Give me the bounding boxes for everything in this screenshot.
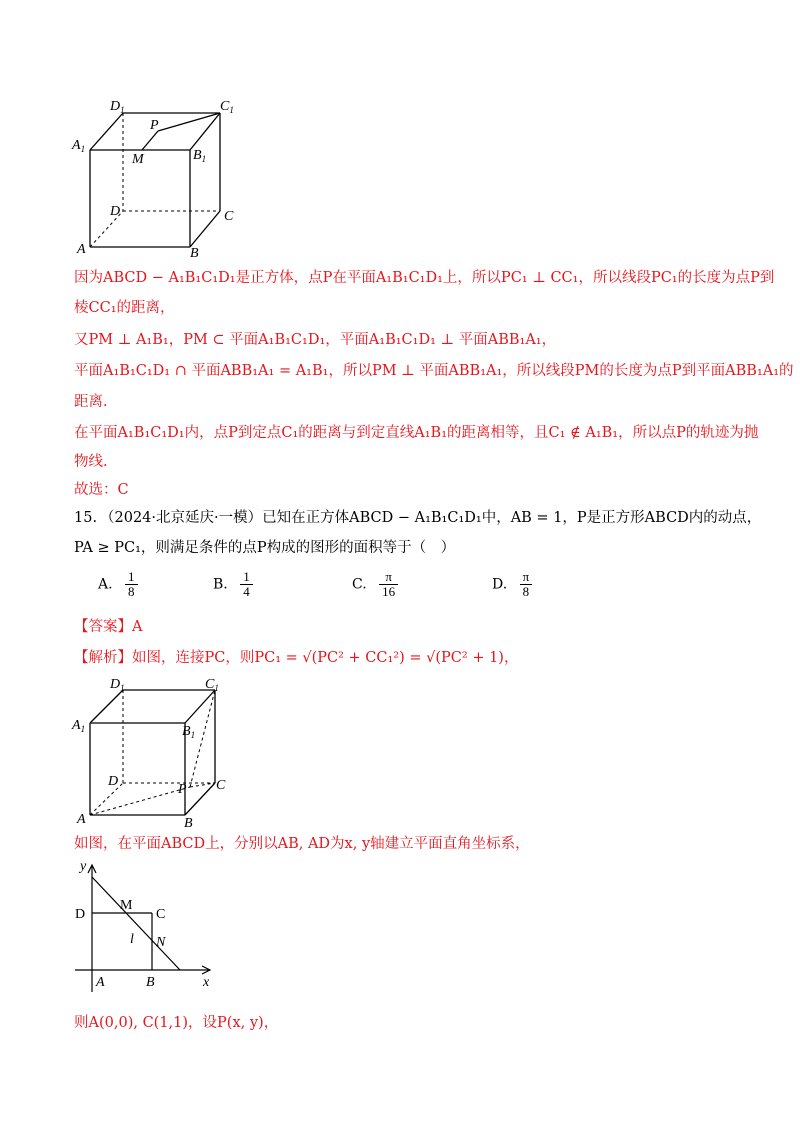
option-c-fraction: $\frac{\pi}{16}$ xyxy=(379,570,398,599)
solution14-line7: 物线. xyxy=(74,454,108,470)
label-p: P xyxy=(150,118,159,133)
label-d: D xyxy=(110,204,121,219)
solution14-line2: 棱CC₁的距离， xyxy=(74,300,175,316)
option-a[interactable] xyxy=(98,570,138,599)
option-d[interactable] xyxy=(492,570,532,599)
label-a1: $A_1$ xyxy=(72,138,86,154)
solution14-line3: 又PM ⊥ A₁B₁，PM ⊂ 平面A₁B₁C₁D₁，平面A₁B₁C₁D₁ ⊥ 平面ABB₁A₁， xyxy=(74,332,557,348)
label-p: P xyxy=(178,782,187,797)
label-y: y xyxy=(80,859,87,874)
solution14-line5: 距离. xyxy=(74,394,108,410)
option-a-fraction: $\frac{1}{8}$ xyxy=(125,570,138,599)
question15-line1: （2024·北京延庆·一模）已知在正方体ABCD − A₁B₁C₁D₁中，AB = 1，P是正方形ABCD内的动点， xyxy=(100,510,762,526)
option-d-fraction: $\frac{\pi}{8}$ xyxy=(520,570,533,599)
label-m: M xyxy=(132,152,144,167)
label-c: C xyxy=(216,778,226,793)
label-b: B xyxy=(146,975,155,990)
label-d1: $D_1$ xyxy=(110,99,125,115)
label-c1: $C_1$ xyxy=(220,99,234,115)
label-c1: $C_1$ xyxy=(205,677,219,693)
question15-number: 15. xyxy=(74,510,98,526)
coordinate-figure xyxy=(70,857,220,1002)
cube-figure-2 xyxy=(70,675,240,830)
label-x: x xyxy=(203,975,210,990)
option-c[interactable] xyxy=(352,570,398,599)
option-b-fraction: $\frac{1}{4}$ xyxy=(240,570,253,599)
label-a: A xyxy=(96,975,105,990)
label-b: B xyxy=(190,246,199,260)
label-l: l xyxy=(130,932,134,947)
final-line: 则A(0,0), C(1,1)，设P(x, y)， xyxy=(74,1015,279,1031)
analysis15-text: 如图，连接PC，则PC₁ = √(PC² + CC₁²) = √(PC² + 1)， xyxy=(132,650,519,666)
label-d1: $D_1$ xyxy=(110,677,125,693)
analysis15-tag: 【解析】 xyxy=(74,650,132,666)
label-b: B xyxy=(184,816,193,830)
question15-line2: PA ≥ PC₁，则满足条件的点P构成的图形的面积等于（ ） xyxy=(74,540,456,556)
label-a: A xyxy=(77,812,86,827)
solution14-answer: 故选：C xyxy=(74,482,129,498)
label-b1: $B_1$ xyxy=(193,148,207,164)
label-c: C xyxy=(224,209,234,224)
label-c: C xyxy=(156,907,166,922)
solution14-line6: 在平面A₁B₁C₁D₁内，点P到定点C₁的距离与到定直线A₁B₁的距离相等，且C₁ ∉ A₁B₁，所以点P的轨迹为抛 xyxy=(74,425,759,441)
label-n: N xyxy=(156,935,166,950)
label-d: D xyxy=(108,774,119,789)
coordinate-text: 如图，在平面ABCD上，分别以AB, AD为x, y轴建立平面直角坐标系， xyxy=(74,836,530,852)
answer15 xyxy=(74,616,142,638)
label-m: M xyxy=(120,898,133,913)
solution14-line4: 平面A₁B₁C₁D₁ ∩ 平面ABB₁A₁ = A₁B₁，所以PM ⊥ 平面ABB₁A₁，所以线段PM的长度为点P到平面ABB₁A₁的 xyxy=(74,363,794,379)
solution14-line1: 因为ABCD − A₁B₁C₁D₁是正方体，点P在平面A₁B₁C₁D₁上，所以PC₁ ⊥ CC₁，所以线段PC₁的长度为点P到 xyxy=(74,270,775,286)
answer15-tag: 【答案】 xyxy=(74,619,132,635)
answer15-value: A xyxy=(132,619,143,635)
label-d: D xyxy=(75,907,86,922)
option-b[interactable] xyxy=(213,570,253,599)
label-b1: $B_1$ xyxy=(182,724,196,740)
option-a-label: A. xyxy=(98,576,113,593)
label-a1: $A_1$ xyxy=(72,718,86,734)
analysis15 xyxy=(74,647,518,669)
option-d-label: D. xyxy=(492,576,508,593)
cube-figure-1 xyxy=(70,95,250,260)
option-b-label: B. xyxy=(213,576,228,593)
label-a: A xyxy=(77,242,86,257)
option-c-label: C. xyxy=(352,576,367,593)
